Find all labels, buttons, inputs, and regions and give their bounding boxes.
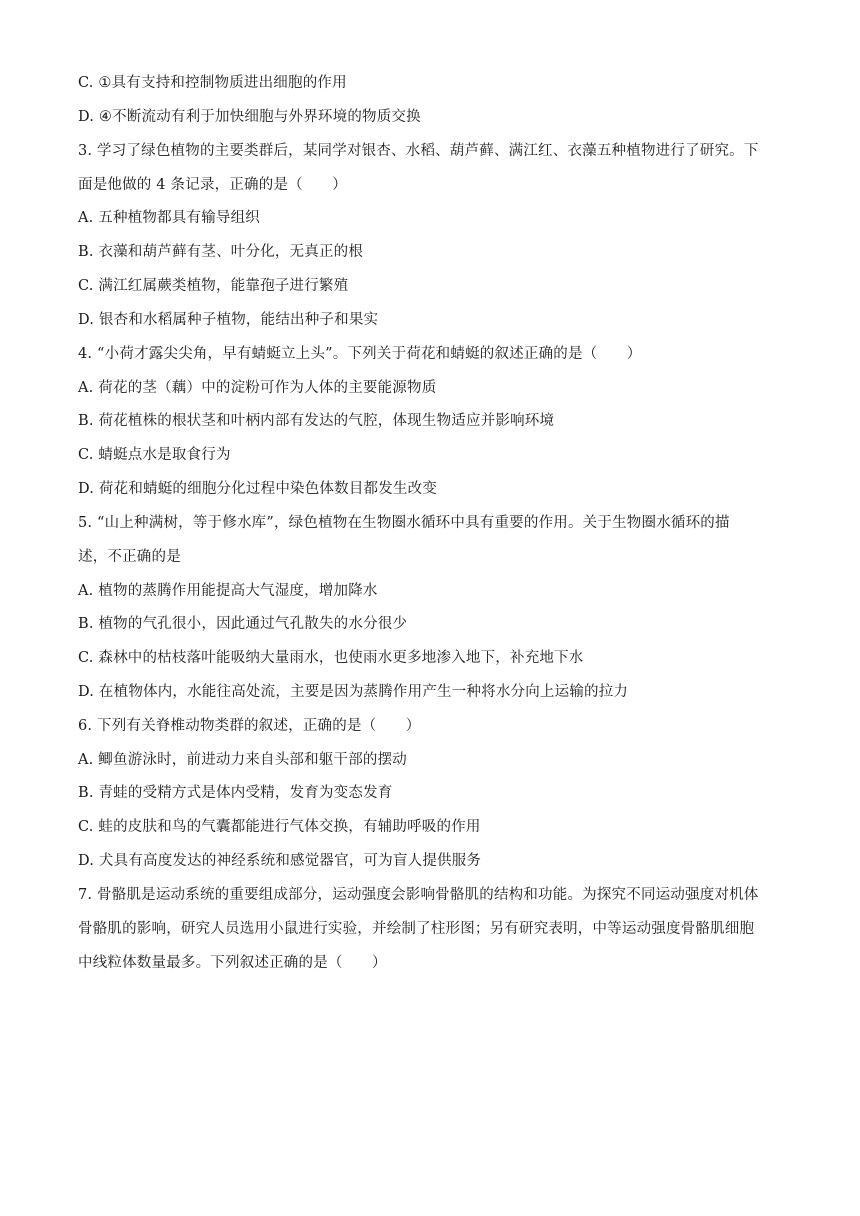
option-d-q6: D. 犬具有高度发达的神经系统和感觉器官，可为盲人提供服务 [78, 853, 482, 869]
option-c-q3: C. 满江红属蕨类植物，能靠孢子进行繁殖 [78, 278, 349, 294]
option-d-q5: D. 在植物体内，水能往高处流，主要是因为蒸腾作用产生一种将水分向上运输的拉力 [78, 684, 629, 700]
option-b-q3: B. 衣藻和葫芦藓有茎、叶分化，无真正的根 [78, 244, 364, 260]
option-a-q3: A. 五种植物都具有输导组织 [78, 210, 260, 226]
option-a-q6: A. 鲫鱼游泳时，前进动力来自头部和躯干部的摆动 [78, 752, 407, 768]
option-c-q4: C. 蜻蜓点水是取食行为 [78, 447, 231, 463]
question-6-stem: 6. 下列有关脊椎动物类群的叙述，正确的是（ ） [78, 718, 421, 734]
question-4-stem: 4. “小荷才露尖尖角，早有蜻蜓立上头”。下列关于荷花和蜻蜓的叙述正确的是（ ） [78, 346, 642, 362]
option-a-q5: A. 植物的蒸腾作用能提高大气湿度，增加降水 [78, 583, 378, 599]
option-b-q6: B. 青蛙的受精方式是体内受精，发育为变态发育 [78, 785, 393, 801]
option-a-q4: A. 荷花的茎（藕）中的淀粉可作为人体的主要能源物质 [78, 380, 437, 396]
question-5-stem-line-1: 5. “山上种满树，等于修水库”，绿色植物在生物圈水循环中具有重要的作用。关于生物圈水循环的描 [78, 515, 730, 531]
question-7-stem-line-3: 中线粒体数量最多。下列叙述正确的是（ ） [78, 955, 387, 971]
option-d-q2: D. ④不断流动有利于加快细胞与外界环境的物质交换 [78, 109, 421, 125]
option-d-q4: D. 荷花和蜻蜓的细胞分化过程中染色体数目都发生改变 [78, 481, 438, 497]
option-c-q2: C. ①具有支持和控制物质进出细胞的作用 [78, 75, 347, 91]
question-7-stem-line-1: 7. 骨骼肌是运动系统的重要组成部分，运动强度会影响骨骼肌的结构和功能。为探究不同运动强度对机体 [78, 887, 759, 903]
question-3-stem-line-2: 面是他做的 4 条记录，正确的是（ ） [78, 177, 347, 193]
option-c-q5: C. 森林中的枯枝落叶能吸纳大量雨水，也使雨水更多地渗入地下，补充地下水 [78, 650, 584, 666]
option-d-q3: D. 银杏和水稻属种子植物，能结出种子和果实 [78, 312, 379, 328]
question-5-stem-line-2: 述，不正确的是 [78, 549, 181, 565]
option-b-q4: B. 荷花植株的根状茎和叶柄内部有发达的气腔，体现生物适应并影响环境 [78, 413, 555, 429]
question-3-stem-line-1: 3. 学习了绿色植物的主要类群后，某同学对银杏、水稻、葫芦藓、满江红、衣藻五种植物进行了研究。下 [78, 143, 759, 159]
question-7-stem-line-2: 骨骼肌的影响，研究人员选用小鼠进行实验，并绘制了柱形图；另有研究表明，中等运动强度骨骼肌细胞 [78, 921, 755, 937]
option-c-q6: C. 蛙的皮肤和鸟的气囊都能进行气体交换，有辅助呼吸的作用 [78, 819, 481, 835]
option-b-q5: B. 植物的气孔很小，因此通过气孔散失的水分很少 [78, 616, 408, 632]
